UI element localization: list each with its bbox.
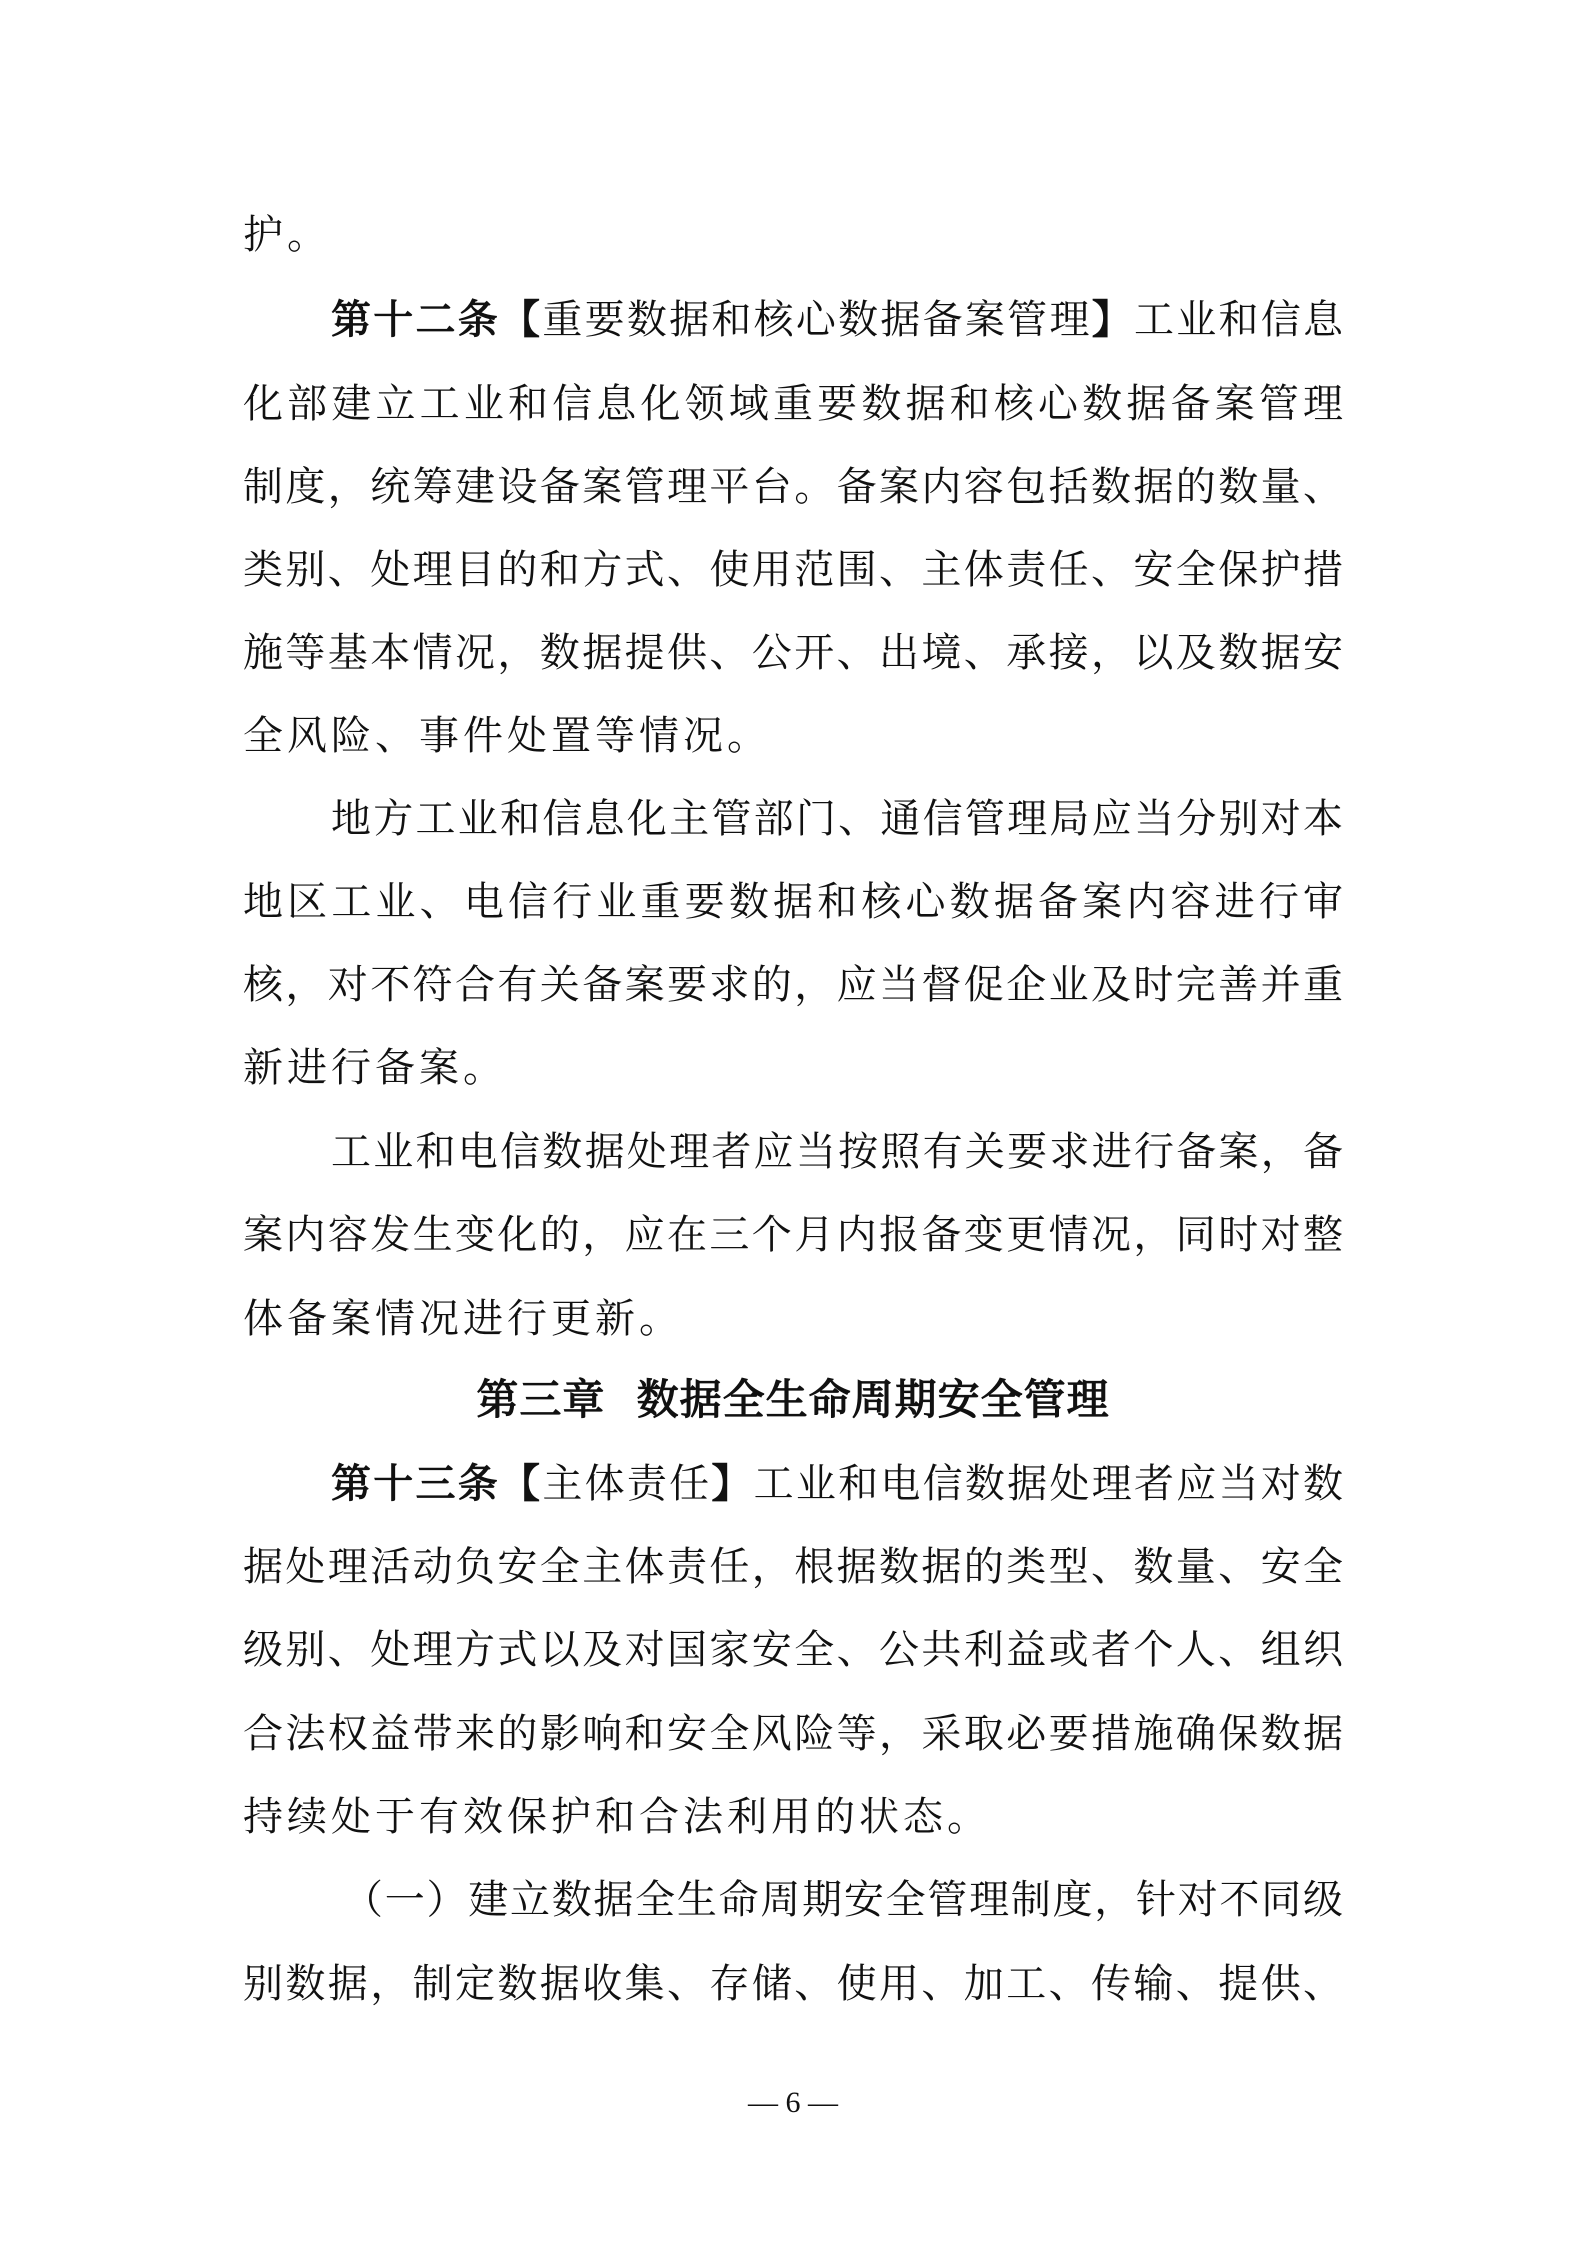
article-13-line: 持续处于有效保护和合法利用的状态。 [243,1794,991,1840]
article-13-line: 合法权益带来的影响和安全风险等，采取必要措施确保数据 [243,1711,1343,1757]
paragraph-local-review-line: 地方工业和信息化主管部门、通信管理局应当分别对本 [331,796,1343,842]
article-12-text-start: 工业和信息 [1133,297,1344,343]
article-12-line: 全风险、事件处置等情况。 [243,713,771,759]
article-13-title: 主体责任 [542,1461,712,1507]
article-12-line: 类别、处理目的和方式、使用范围、主体责任、安全保护措 [243,547,1343,593]
page-number: — 6 — [748,2086,838,2119]
article-13-line: 据处理活动负安全主体责任，根据数据的类型、数量、安全 [243,1544,1343,1590]
article-13-bracket-close: 】 [711,1461,754,1507]
article-13-text-start: 工业和电信数据处理者应当对数 [753,1461,1344,1507]
paragraph-filing-line: 工业和电信数据处理者应当按照有关要求进行备案，备 [331,1129,1343,1175]
article-12-title: 重要数据和核心数据备案管理 [542,297,1092,343]
article-12-line: 化部建立工业和信息化领域重要数据和核心数据备案管理 [243,381,1343,427]
article-13-number: 第十三条 [331,1461,501,1507]
article-13-bracket-open: 【 [500,1461,543,1507]
paragraph-filing-line: 案内容发生变化的，应在三个月内报备变更情况，同时对整 [243,1212,1343,1258]
article-12-bracket-open: 【 [500,297,543,343]
paragraph-tail-line: 护。 [243,212,331,258]
article-12-bracket-close: 】 [1091,297,1134,343]
paragraph-local-review-line: 地区工业、电信行业重要数据和核心数据备案内容进行审 [243,879,1343,925]
paragraph-local-review-line: 核，对不符合有关备案要求的，应当督促企业及时完善并重 [243,962,1343,1008]
article-12-number: 第十二条 [331,297,501,343]
article-12-line: 施等基本情况，数据提供、公开、出境、承接，以及数据安 [243,630,1343,676]
item-1-line: （一）建立数据全生命周期安全管理制度，针对不同级 [343,1877,1343,1923]
article-12-line: 制度，统筹建设备案管理平台。备案内容包括数据的数量、 [243,464,1343,510]
chapter-heading: 第三章 数据全生命周期安全管理 [476,1375,1110,1424]
paragraph-local-review-line: 新进行备案。 [243,1045,507,1091]
article-13-first-line [331,1462,1343,1506]
paragraph-filing-line: 体备案情况进行更新。 [243,1296,683,1342]
item-1-line: 别数据，制定数据收集、存储、使用、加工、传输、提供、 [243,1961,1343,2007]
article-12-first-line [331,298,1343,342]
article-13-line: 级别、处理方式以及对国家安全、公共利益或者个人、组织 [243,1627,1343,1673]
